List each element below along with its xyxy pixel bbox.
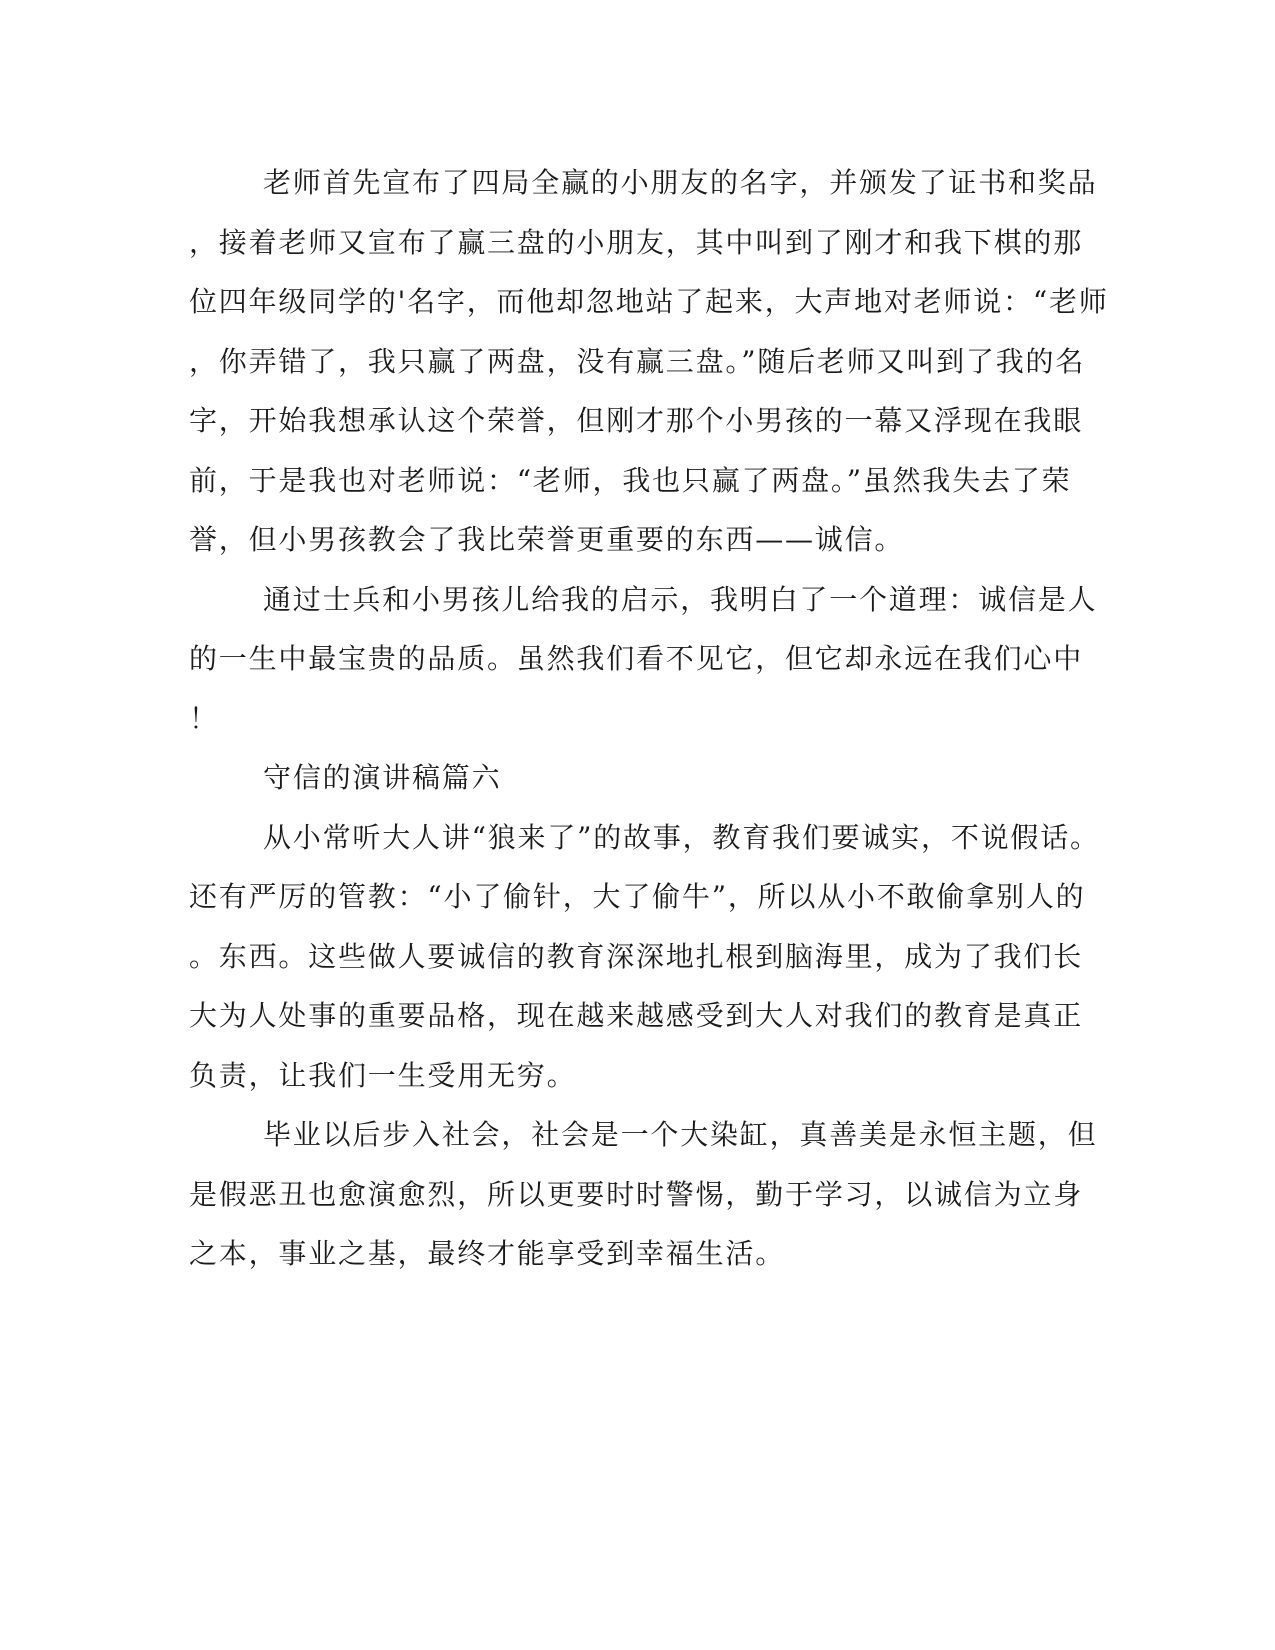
text-line: ，接着老师又宣布了赢三盘的小朋友，其中叫到了刚才和我下棋的那 xyxy=(189,225,1084,259)
text-line: 负责，让我们一生受用无穷。 xyxy=(189,1058,577,1092)
paragraph-4 xyxy=(189,1105,1098,1284)
section-heading xyxy=(189,748,1079,808)
paragraph-2 xyxy=(189,570,1098,749)
text-line: 字，开始我想承认这个荣誉，但刚才那个小男孩的一幕又浮现在我眼 xyxy=(189,404,1084,437)
text-line: 毕业以后步入社会，社会是一个大染缸，真善美是永恒主题，但 xyxy=(263,1118,1098,1151)
text-line: 从小常听大人讲“狼来了”的故事，教育我们要诚实，不说假话。 xyxy=(263,820,1100,854)
text-line: 。东西。这些做人要诚信的教育深深地扎根到脑海里，成为了我们长 xyxy=(189,939,1084,973)
text-line: 之本，事业之基，最终才能享受到幸福生活。 xyxy=(189,1237,786,1270)
text-line: 前，于是我也对老师说：“老师，我也只赢了两盘。”虽然我失去了荣 xyxy=(189,463,1072,497)
text-line: ！ xyxy=(189,701,219,735)
heading-text: 守信的演讲稿篇六 xyxy=(263,761,502,794)
paragraph-1 xyxy=(189,153,1109,570)
text-line: 通过士兵和小男孩儿给我的启示，我明白了一个道理：诚信是人 xyxy=(263,582,1098,616)
paragraph-3 xyxy=(189,808,1100,1106)
text-line: 还有严厉的管教：“小了偷针，大了偷牛”，所以从小不敢偷拿别人的 xyxy=(189,880,1086,913)
document-body xyxy=(189,153,1109,1284)
text-line: 是假恶丑也愈演愈烈，所以更要时时警惕，勤于学习，以诚信为立身 xyxy=(189,1177,1084,1211)
text-line: 大为人处事的重要品格，现在越来越感受到大人对我们的教育是真正 xyxy=(189,999,1084,1032)
text-line: ，你弄错了，我只赢了两盘，没有赢三盘。”随后老师又叫到了我的名 xyxy=(189,344,1086,378)
text-line: 誉，但小男孩教会了我比荣誉更重要的东西——诚信。 xyxy=(189,523,905,556)
text-line: 位四年级同学的'名字，而他却忽地站了起来，大声地对老师说：“老师 xyxy=(189,285,1109,318)
text-line: 老师首先宣布了四局全赢的小朋友的名字，并颁发了证书和奖品 xyxy=(263,166,1098,199)
text-line: 的一生中最宝贵的品质。虽然我们看不见它，但它却永远在我们心中 xyxy=(189,642,1084,675)
